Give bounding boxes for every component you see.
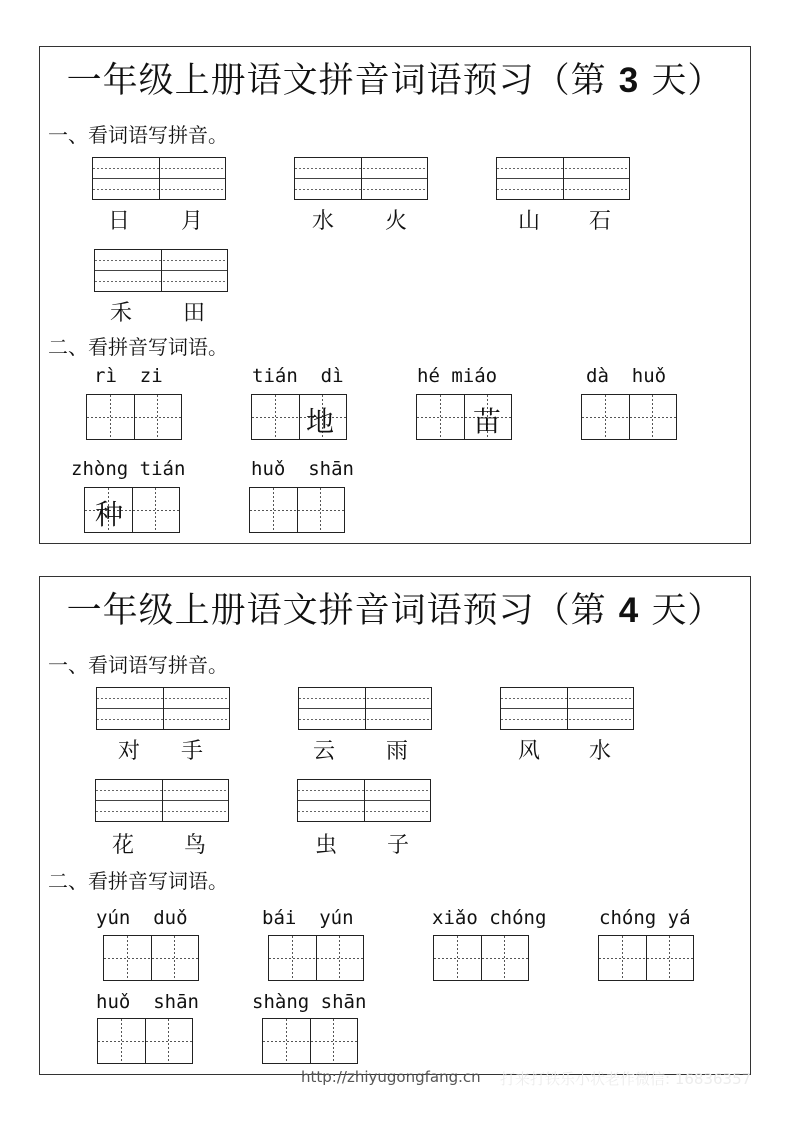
word-char: 田 xyxy=(182,301,205,326)
pinyin-writing-box[interactable] xyxy=(95,779,229,822)
section-heading-read-words: 一、看词语写拼音。 xyxy=(48,123,228,147)
day-number: 4 xyxy=(618,591,640,630)
pinyin-prompt: tián dì xyxy=(252,365,344,387)
watermark-text: 打来打铁乐小状老作微信: 16836357 xyxy=(500,1070,752,1088)
word-char: 石 xyxy=(588,209,611,234)
pinyin-writing-box[interactable] xyxy=(92,157,226,200)
pinyin-writing-box[interactable] xyxy=(294,157,428,200)
word-char: 云 xyxy=(312,739,335,764)
pinyin-writing-box[interactable] xyxy=(298,687,432,730)
pinyin-writing-box[interactable] xyxy=(496,157,630,200)
pinyin-writing-box[interactable] xyxy=(500,687,634,730)
character-grid[interactable] xyxy=(84,487,180,533)
word-char: 虫 xyxy=(314,833,337,858)
character-grid[interactable] xyxy=(416,394,512,440)
pinyin-prompt: hé miáo xyxy=(417,365,498,387)
word-char: 子 xyxy=(386,833,409,858)
character-grid[interactable] xyxy=(249,487,345,533)
character-grid[interactable] xyxy=(598,935,694,981)
word-char: 禾 xyxy=(109,301,132,326)
word-char: 对 xyxy=(117,739,140,764)
pinyin-writing-box[interactable] xyxy=(96,687,230,730)
character-grid[interactable] xyxy=(581,394,677,440)
word-char: 月 xyxy=(180,209,203,234)
word-char: 火 xyxy=(384,209,407,234)
character-grid[interactable] xyxy=(433,935,529,981)
pinyin-prompt: xiǎo chóng xyxy=(432,907,547,929)
pinyin-prompt: yún duǒ xyxy=(96,907,188,929)
character-grid[interactable] xyxy=(97,1018,193,1064)
word-char: 风 xyxy=(517,739,540,764)
section-heading-read-words: 一、看词语写拼音。 xyxy=(48,653,228,677)
pinyin-writing-box[interactable] xyxy=(94,249,228,292)
character-grid[interactable] xyxy=(86,394,182,440)
worksheet-title: 一年级上册语文拼音词语预习（第 3 天） xyxy=(66,61,724,101)
word-char: 手 xyxy=(180,739,203,764)
section-heading-write-words: 二、看拼音写词语。 xyxy=(48,869,228,893)
pinyin-prompt: zhòng tián xyxy=(71,458,186,480)
filled-character: 苗 xyxy=(472,405,501,438)
pinyin-prompt: huǒ shān xyxy=(96,991,199,1013)
pinyin-prompt: huǒ shān xyxy=(251,458,354,480)
pinyin-prompt: rì zi xyxy=(94,365,163,387)
worksheet-day-4 xyxy=(39,576,751,1075)
section-heading-write-words: 二、看拼音写词语。 xyxy=(48,335,228,359)
word-char: 山 xyxy=(517,209,540,234)
word-char: 雨 xyxy=(385,739,408,764)
word-char: 水 xyxy=(588,739,611,764)
pinyin-writing-box[interactable] xyxy=(297,779,431,822)
word-char: 鸟 xyxy=(183,833,206,858)
pinyin-prompt: chóng yá xyxy=(599,907,691,929)
pinyin-prompt: dà huǒ xyxy=(586,365,667,387)
worksheet-day-3 xyxy=(39,46,751,544)
word-char: 水 xyxy=(311,209,334,234)
word-char: 日 xyxy=(107,209,130,234)
character-grid[interactable] xyxy=(103,935,199,981)
character-grid[interactable] xyxy=(268,935,364,981)
character-grid[interactable] xyxy=(262,1018,358,1064)
pinyin-prompt: shàng shān xyxy=(252,991,367,1013)
filled-character: 地 xyxy=(305,405,334,438)
filled-character: 种 xyxy=(94,498,123,531)
word-char: 花 xyxy=(111,833,134,858)
pinyin-prompt: bái yún xyxy=(262,907,354,929)
source-url[interactable]: http://zhiyugongfang.cn xyxy=(301,1068,481,1086)
character-grid[interactable] xyxy=(251,394,347,440)
worksheet-title: 一年级上册语文拼音词语预习（第 4 天） xyxy=(66,591,724,631)
day-number: 3 xyxy=(618,61,640,100)
